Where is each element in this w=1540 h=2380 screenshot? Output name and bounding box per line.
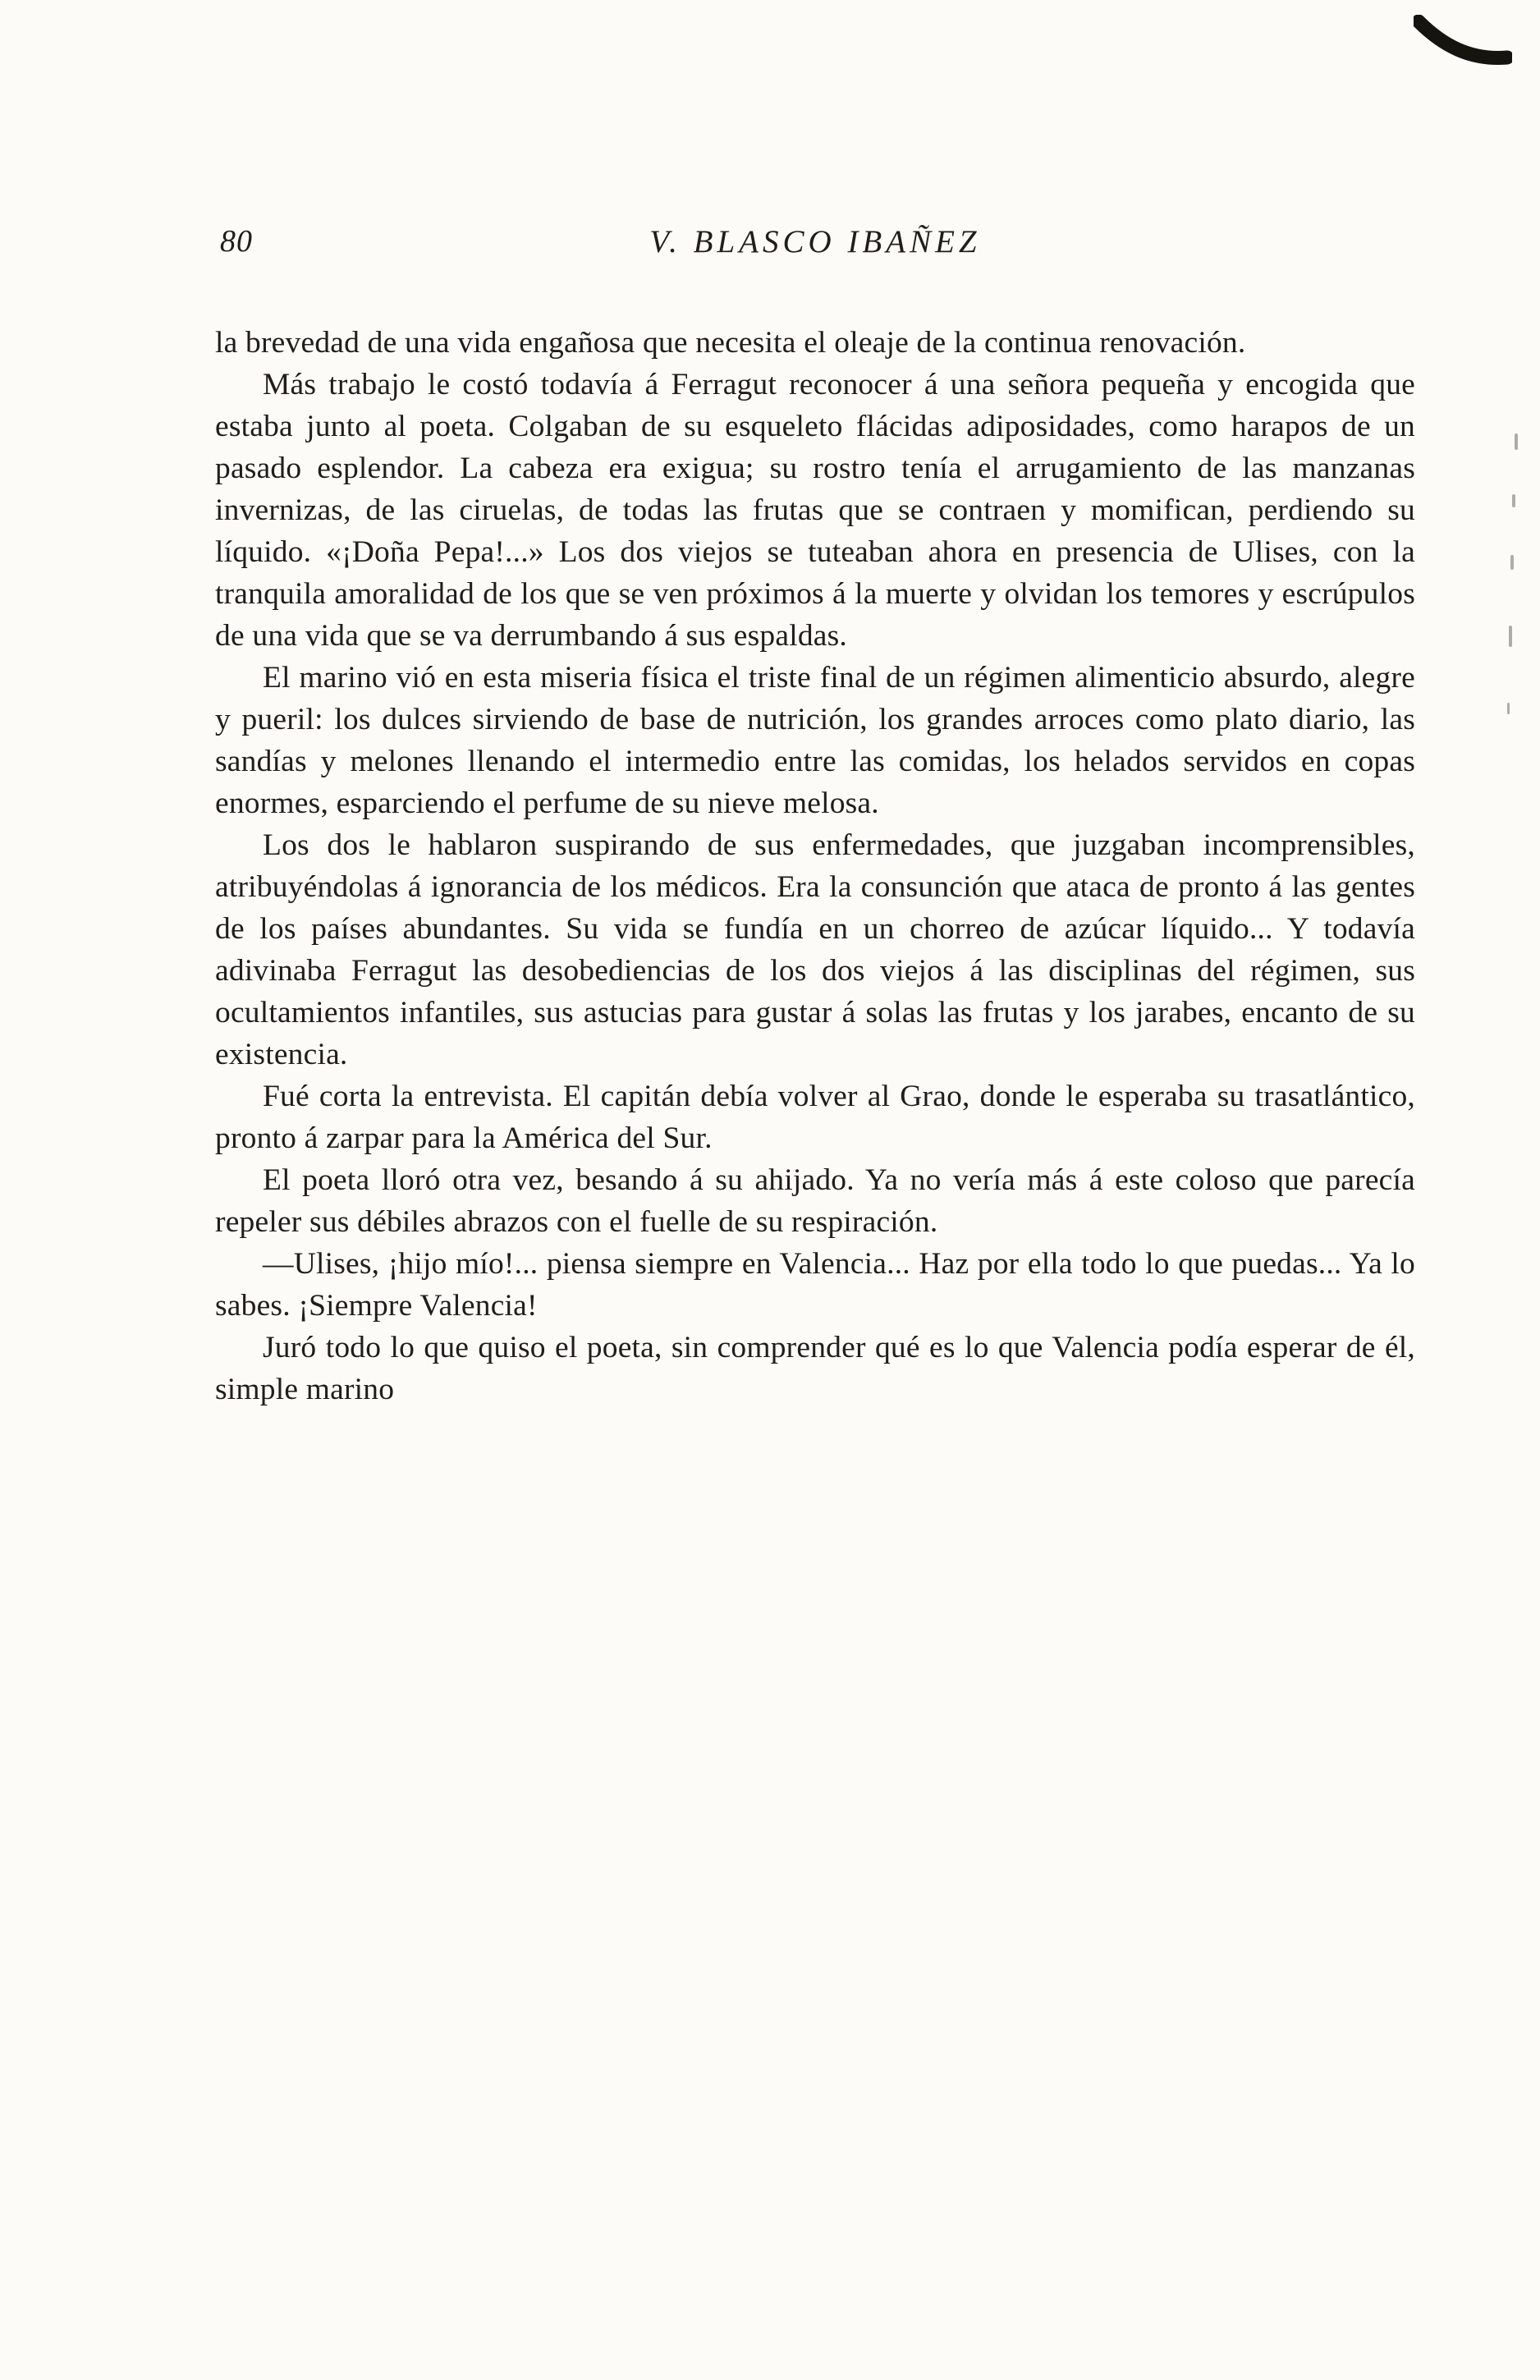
ink-corner-mark xyxy=(1414,15,1512,79)
paragraph: El poeta lloró otra vez, besando á su ahijado. Ya no vería más á este coloso que parecía repeler sus débiles abrazos con el fuelle de su respiración. xyxy=(215,1163,1415,1239)
scan-artifact xyxy=(1510,555,1514,570)
paragraph: Juró todo lo que quiso el poeta, sin comprender qué es lo que Valencia podía esperar de él, simple marino xyxy=(215,1331,1415,1406)
page-number: 80 xyxy=(220,224,253,259)
paragraph: Los dos le hablaron suspirando de sus enfermedades, que juzgaban incomprensibles, atribuyéndolas á ignorancia de los médicos. Era la consunción que ataca de pronto á las gentes de los países abundantes. Su vida se fundía en un chorreo de azúcar líquido... Y todavía adivinaba Ferragut las desobediencias de los dos viejos á las disciplinas del régimen, sus ocultamientos infantiles, sus astucias para gustar á solas las frutas y los jarabes, encanto de su existencia. xyxy=(215,828,1415,1071)
paragraph: —Ulises, ¡hijo mío!... piensa siempre en Valencia... Haz por ella todo lo que puedas... Ya lo sabes. ¡Siempre Valencia! xyxy=(215,1247,1415,1323)
page-header xyxy=(215,223,1415,273)
paragraph: la brevedad de una vida engañosa que necesita el oleaje de la continua renovación. xyxy=(215,326,1246,360)
paragraph: Fué corta la entrevista. El capitán debía volver al Grao, donde le esperaba su trasatlántico, pronto á zarpar para la América del Sur. xyxy=(215,1080,1415,1155)
scan-artifact xyxy=(1509,626,1512,647)
paragraph: El marino vió en esta miseria física el triste final de un régimen alimenticio absurdo, alegre y pueril: los dulces sirviendo de base de nutrición, los grandes arroces como plato diario, las sandías y melones llenando el intermedio entre las comidas, los helados servidos en copas enormes, esparciendo el perfume de su nieve melosa. xyxy=(215,661,1415,820)
scan-artifact xyxy=(1515,433,1518,450)
scan-artifact xyxy=(1507,703,1510,714)
scan-artifact xyxy=(1512,494,1515,507)
text-block xyxy=(215,322,1415,1410)
running-head: V. BLASCO IBAÑEZ xyxy=(649,224,981,259)
paragraph: Más trabajo le costó todavía á Ferragut reconocer á una señora pequeña y encogida que estaba junto al poeta. Colgaban de su esqueleto flácidas adiposidades, como harapos de un pasado esplendor. La cabeza era exigua; su rostro tenía el arrugamiento de las manzanas invernizas, de las ciruelas, de todas las frutas que se contraen y momifican, perdiendo su líquido. «¡Doña Pepa!...» Los dos viejos se tuteaban ahora en presencia de Ulises, con la tranquila amoralidad de los que se ven próximos á la muerte y olvidan los temores y escrúpulos de una vida que se va derrumbando á sus espaldas. xyxy=(215,368,1415,653)
